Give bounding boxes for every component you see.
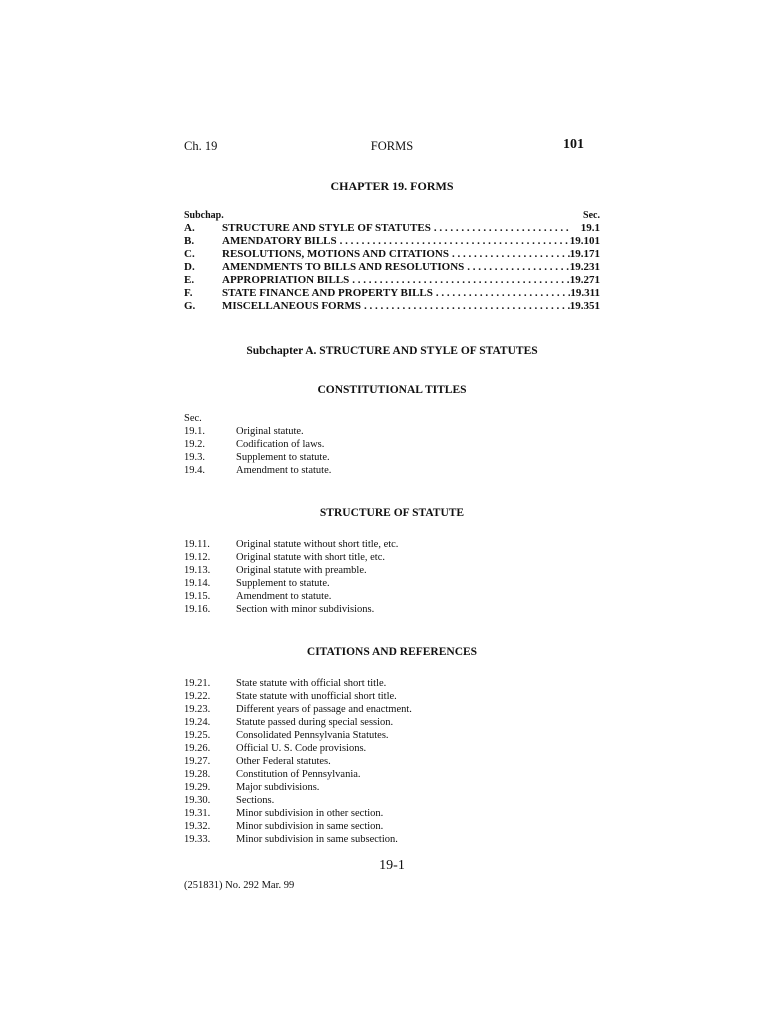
section-title: Section with minor subdivisions. <box>236 604 375 615</box>
section-title: Statute passed during special session. <box>236 717 394 728</box>
section-title: Original statute without short title, etc. <box>236 539 399 550</box>
section-title: Minor subdivision in other section. <box>236 808 384 819</box>
section-title: Original statute with preamble. <box>236 565 367 576</box>
toc-section-number: 19.311 <box>570 287 600 299</box>
section-title: Original statute with short title, etc. <box>236 552 386 563</box>
running-head <box>184 137 584 157</box>
section-number: 19.25. <box>184 730 211 741</box>
section-title: State statute with unofficial short title. <box>236 691 397 702</box>
section-number: 19.12. <box>184 552 211 563</box>
section-row <box>184 551 600 564</box>
section-title: Consolidated Pennsylvania Statutes. <box>236 730 389 741</box>
section-list-constitutional <box>184 413 600 477</box>
page-number: 101 <box>563 137 584 152</box>
section-number: 19.27. <box>184 756 211 767</box>
section-row <box>184 564 600 577</box>
section-number: 19.24. <box>184 717 211 728</box>
toc-letter: A. <box>184 222 195 234</box>
section-title: Official U. S. Code provisions. <box>236 743 367 754</box>
sec-label: Sec. <box>184 413 202 424</box>
toc-row <box>184 261 600 274</box>
section-row <box>184 425 600 438</box>
section-number: 19.26. <box>184 743 211 754</box>
section-number: 19.2. <box>184 439 205 450</box>
section-row <box>184 729 600 742</box>
toc-leader-dots <box>464 261 569 274</box>
section-row <box>184 577 600 590</box>
section-title: Sections. <box>236 795 275 806</box>
section-title: Minor subdivision in same subsection. <box>236 834 398 845</box>
section-row <box>184 603 600 616</box>
section-title: Major subdivisions. <box>236 782 320 793</box>
toc-leader-dots <box>431 222 570 235</box>
section-list-citations <box>184 677 600 846</box>
section-number: 19.28. <box>184 769 211 780</box>
toc-letter: D. <box>184 261 195 273</box>
section-row <box>184 833 600 846</box>
section-row <box>184 703 600 716</box>
section-title: Other Federal statutes. <box>236 756 331 767</box>
table-of-contents <box>184 210 600 313</box>
section-row <box>184 438 600 451</box>
toc-section-number: 19.101 <box>569 235 600 247</box>
toc-letter: G. <box>184 300 196 312</box>
section-number: 19.32. <box>184 821 211 832</box>
section-number: 19.15. <box>184 591 211 602</box>
toc-title: AMENDATORY BILLS <box>222 235 337 247</box>
section-number: 19.21. <box>184 678 211 689</box>
section-row <box>184 807 600 820</box>
section-title: Amendment to statute. <box>236 465 332 476</box>
toc-leader-dots <box>337 235 570 248</box>
section-number: 19.16. <box>184 604 211 615</box>
toc-sec-label: Sec. <box>583 210 600 221</box>
section-number: 19.22. <box>184 691 211 702</box>
toc-row <box>184 222 600 235</box>
section-title: Codification of laws. <box>236 439 325 450</box>
section-row <box>184 464 600 477</box>
section-number: 19.14. <box>184 578 211 589</box>
toc-letter: E. <box>184 274 195 286</box>
toc-leader-dots <box>361 300 570 313</box>
toc-title: STRUCTURE AND STYLE OF STATUTES <box>222 222 431 234</box>
subchapter-heading: Subchapter A. STRUCTURE AND STYLE OF STATUTES <box>246 345 538 357</box>
section-row <box>184 590 600 603</box>
toc-title: MISCELLANEOUS FORMS <box>222 300 362 312</box>
section-row <box>184 538 600 551</box>
running-head-title: FORMS <box>370 139 414 153</box>
section-number: 19.30. <box>184 795 211 806</box>
toc-title: APPROPRIATION BILLS <box>222 274 350 286</box>
toc-header <box>184 210 600 222</box>
section-title: Minor subdivision in same section. <box>236 821 384 832</box>
section-title: Supplement to statute. <box>236 578 330 589</box>
section-title: Supplement to statute. <box>236 452 330 463</box>
toc-letter: B. <box>184 235 195 247</box>
toc-section-number: 19.1 <box>580 222 600 234</box>
section-title: Constitution of Pennsylvania. <box>236 769 361 780</box>
toc-title: AMENDMENTS TO BILLS AND RESOLUTIONS <box>222 261 465 273</box>
section-number: 19.13. <box>184 565 211 576</box>
section-list-structure <box>184 538 600 616</box>
toc-row <box>184 300 600 313</box>
section-row <box>184 716 600 729</box>
toc-row <box>184 287 600 300</box>
chapter-title: CHAPTER 19. FORMS <box>330 179 454 193</box>
toc-letter: C. <box>184 248 195 260</box>
toc-row <box>184 248 600 261</box>
toc-row <box>184 274 600 287</box>
section-row <box>184 690 600 703</box>
section-number: 19.31. <box>184 808 211 819</box>
section-row <box>184 755 600 768</box>
section-number: 19.11. <box>184 539 210 550</box>
section-number: 19.29. <box>184 782 211 793</box>
toc-leader-dots <box>449 248 570 261</box>
toc-row <box>184 235 600 248</box>
section-number: 19.4. <box>184 465 205 476</box>
toc-subchap-label: Subchap. <box>184 210 224 221</box>
section-row <box>184 820 600 833</box>
section-row <box>184 677 600 690</box>
toc-section-number: 19.231 <box>569 261 600 273</box>
section-heading-citations-and-references: CITATIONS AND REFERENCES <box>306 646 478 658</box>
section-heading-structure-of-statute: STRUCTURE OF STATUTE <box>319 507 465 519</box>
running-head-chapter: Ch. 19 <box>184 139 218 153</box>
section-number: 19.1. <box>184 426 205 437</box>
footer-page-number: 19-1 <box>379 858 405 873</box>
footer-code: (251831) No. 292 Mar. 99 <box>184 880 295 891</box>
section-number: 19.33. <box>184 834 211 845</box>
section-number: 19.3. <box>184 452 205 463</box>
section-title: Original statute. <box>236 426 304 437</box>
section-title: State statute with official short title. <box>236 678 387 689</box>
section-row <box>184 451 600 464</box>
section-heading-constitutional-titles: CONSTITUTIONAL TITLES <box>317 384 467 396</box>
section-row <box>184 794 600 807</box>
toc-section-number: 19.351 <box>569 300 600 312</box>
section-row <box>184 768 600 781</box>
toc-title: RESOLUTIONS, MOTIONS AND CITATIONS <box>222 248 449 260</box>
toc-letter: F. <box>184 287 193 299</box>
section-row <box>184 742 600 755</box>
toc-section-number: 19.171 <box>569 248 600 260</box>
toc-leader-dots <box>433 287 570 300</box>
section-row <box>184 781 600 794</box>
toc-title: STATE FINANCE AND PROPERTY BILLS <box>222 287 433 299</box>
section-title: Different years of passage and enactment. <box>236 704 412 715</box>
section-title: Amendment to statute. <box>236 591 332 602</box>
toc-section-number: 19.271 <box>569 274 600 286</box>
toc-leader-dots <box>349 274 570 287</box>
section-number: 19.23. <box>184 704 211 715</box>
